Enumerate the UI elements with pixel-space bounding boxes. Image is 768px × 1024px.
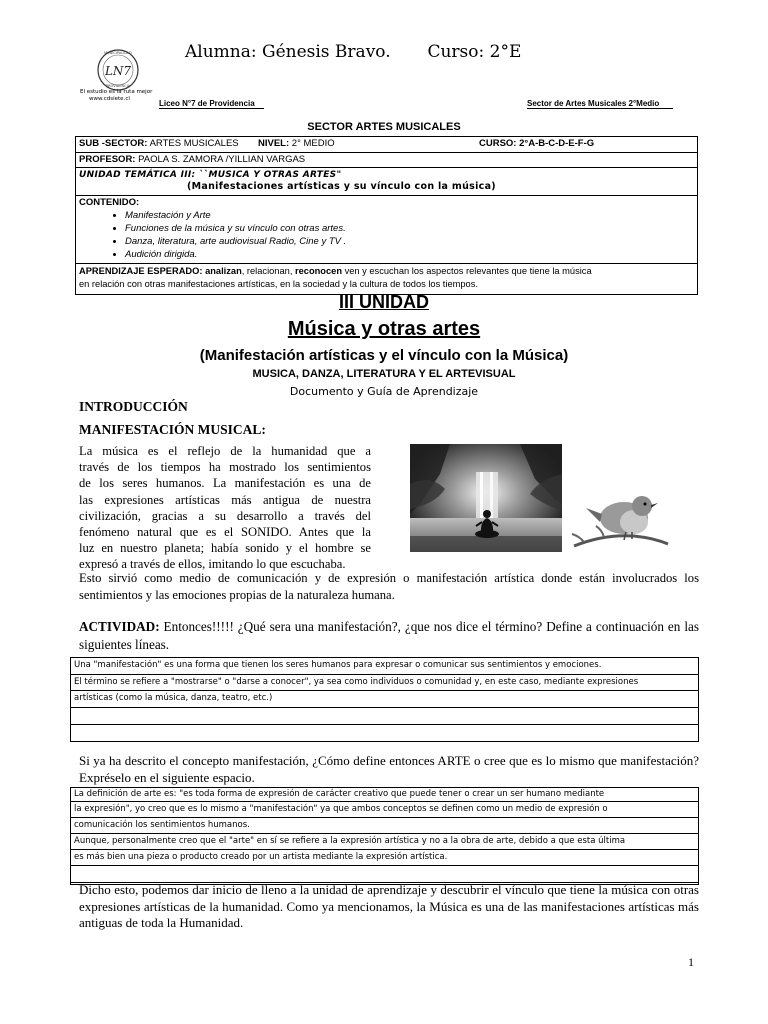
logo-top-text: MUNICIPALIDAD xyxy=(104,51,132,55)
actividad-label: ACTIVIDAD: xyxy=(79,619,160,634)
school-name: Liceo N°7 de Providencia xyxy=(159,99,255,108)
subsector-label: SUB -SECTOR: xyxy=(79,138,148,149)
aprendizaje-text-2: en relación con otras manifestaciones artísticas, en la sociedad y la cultura de todos los tiempos. xyxy=(79,279,478,289)
answer-line[interactable]: es más bien una pieza o producto creado por un artista mediante la expresión artística. xyxy=(71,850,698,866)
contenido-list xyxy=(79,209,694,261)
answer-box-2[interactable] xyxy=(70,787,699,885)
manifestacion-paragraph xyxy=(79,443,371,573)
school-underline xyxy=(159,108,264,109)
aprendizaje-label: APRENDIZAJE ESPERADO: xyxy=(79,266,203,276)
page-number: 1 xyxy=(688,955,694,969)
contenido-row xyxy=(76,196,697,264)
answer-line[interactable]: artísticas (como la música, danza, teatro, etc.) xyxy=(71,691,698,708)
aprendizaje-verb-3: reconocen xyxy=(294,266,342,276)
list-item: • Funciones de la música y su vínculo con otras artes. xyxy=(125,222,694,235)
header-student-course xyxy=(185,42,521,62)
paragraph-line: de los seres humanos. La manifestación es una de xyxy=(79,476,371,491)
unidad-row xyxy=(76,168,697,196)
curso-value: 2°A-B-C-D-E-F-G xyxy=(519,138,595,149)
unit-doc-line: Documento y Guía de Aprendizaje xyxy=(289,385,479,398)
manifestacion-heading: MANIFESTACIÓN MUSICAL: xyxy=(79,422,266,437)
answer-line[interactable] xyxy=(71,866,698,883)
answer-box-1[interactable] xyxy=(70,657,699,742)
answer-line[interactable]: Una "manifestación" es una forma que tienen los seres humanos para expresar o comunicar sus sentimientos y emociones. xyxy=(71,658,698,675)
profesor-row xyxy=(76,153,697,168)
closing-paragraph: Dicho esto, podemos dar inicio de lleno a la unidad de aprendizaje y descubrir el vínculo que tiene la música con otras expresiones artísticas de la humanidad. Como ya mencionamos, la Música es una de las manifestaciones artísticas más antiguas de toda la Humanidad. xyxy=(79,882,699,930)
answer-line[interactable]: la expresión", yo creo que es lo mismo a "manifestación" ya que ambos conceptos se definen como un medio de expresión o xyxy=(71,802,698,818)
aprendizaje-verb-2: , relacionan, xyxy=(241,266,295,276)
profesor-value: PAOLA S. ZAMORA /YILLIAN VARGAS xyxy=(138,154,306,165)
course-info-table xyxy=(75,136,698,295)
unidad-subtitle: (Manifestaciones artísticas y su vínculo con la música) xyxy=(187,181,496,192)
unit-subtitle: Música y otras artes xyxy=(287,318,481,340)
student-name: Alumna: Génesis Bravo. xyxy=(185,42,391,62)
course-label: Curso: 2°E xyxy=(427,42,522,62)
profesor-label: PROFESOR: xyxy=(79,154,136,165)
unit-description: (Manifestación artísticas y el vínculo con la Música) xyxy=(199,347,569,364)
actividad-text: Entonces!!!!! ¿Qué sera una manifestación?, ¿que nos dice el término? Define a continuación en las siguientes líneas. xyxy=(79,619,699,652)
robin-photo xyxy=(564,484,672,554)
nivel-label: NIVEL: xyxy=(258,138,290,149)
paragraph-line: fenómeno natural que es el SONIDO. Antes que la xyxy=(79,525,371,540)
unit-title: III UNIDAD xyxy=(339,292,429,312)
answer-line[interactable]: El término se refiere a "mostrarse" o "darse a conocer", ya sea como individuos o comunidad y, en este caso, mediante expresiones xyxy=(71,675,698,691)
answer-line[interactable]: comunicación los sentimientos humanos. xyxy=(71,818,698,834)
paragraph-line: expresó a través de ellos, imitando lo que escuchaba. xyxy=(79,557,346,572)
list-item: • Manifestación y Arte xyxy=(125,209,694,222)
arte-question: Si ya ha descrito el concepto manifestación, ¿Cómo define entonces ARTE o cree que es lo mismo que manifestación? Expréselo en el siguiente espacio. xyxy=(79,753,699,785)
subsector-value: ARTES MUSICALES xyxy=(149,138,239,149)
subsector-row xyxy=(76,137,697,153)
sector-underline xyxy=(527,108,673,109)
paragraph-line: civilización, gracias a su desarrollo a través del xyxy=(79,508,371,523)
intro-heading: INTRODUCCIÓN xyxy=(79,399,188,414)
list-item: • Danza, literatura, arte audiovisual Radio, Cine y TV . xyxy=(125,235,694,248)
logo-tagline: El estudio es la ruta mejor xyxy=(80,89,153,95)
actividad-prompt xyxy=(79,618,699,654)
aprendizaje-row xyxy=(76,264,697,294)
logo-url: www.cdsiete.cl xyxy=(89,96,130,102)
answer-line[interactable] xyxy=(71,708,698,725)
paragraph-line: La música es el reflejo de la humanidad que a xyxy=(79,444,371,458)
contenido-label: CONTENIDO: xyxy=(79,197,140,208)
unidad-title: UNIDAD TEMÁTICA III: ``MUSICA Y OTRAS ARTES" xyxy=(79,170,342,180)
paragraph-line: través de los tiempos ha mostrado los sentimientos xyxy=(79,460,371,475)
aprendizaje-text: ven y escuchan los aspectos relevantes que tiene la música xyxy=(342,266,592,276)
answer-line[interactable]: La definición de arte es: "es toda forma de expresión de carácter creativo que puede tener o crear un ser humano mediante xyxy=(71,788,698,802)
sector-header: Sector de Artes Musicales 2°Medio xyxy=(527,99,660,108)
paragraph-line: luz en nuestro planeta; había sonido y el hombre se xyxy=(79,541,371,556)
list-item: • Audición dirigida. xyxy=(125,248,694,261)
nivel-value: 2° MEDIO xyxy=(291,138,335,149)
answer-line[interactable]: Aunque, personalmente creo que el "arte" en sí se refiere a la expresión artística y no a la obra de arte, debido a que esta última xyxy=(71,834,698,850)
logo-bottom-text: PROVIDENCIA xyxy=(105,84,131,88)
curso-label: CURSO: xyxy=(479,138,517,149)
aprendizaje-verb-1: analizan xyxy=(205,266,242,276)
sector-title: SECTOR ARTES MUSICALES xyxy=(307,121,461,133)
answer-line[interactable] xyxy=(71,725,698,741)
manifestacion-paragraph-2: Esto sirvió como medio de comunicación y de expresión o manifestación artística donde están involucrados los sentimientos y las emociones propias de la naturaleza humana. xyxy=(79,571,699,602)
meditation-photo xyxy=(410,444,562,552)
logo-mark: LN7 xyxy=(104,64,132,78)
unit-caps-line: MUSICA, DANZA, LITERATURA Y EL ARTEVISUAL xyxy=(252,368,516,380)
paragraph-line: las expresiones artísticas más antigua de nuestra xyxy=(79,492,371,507)
